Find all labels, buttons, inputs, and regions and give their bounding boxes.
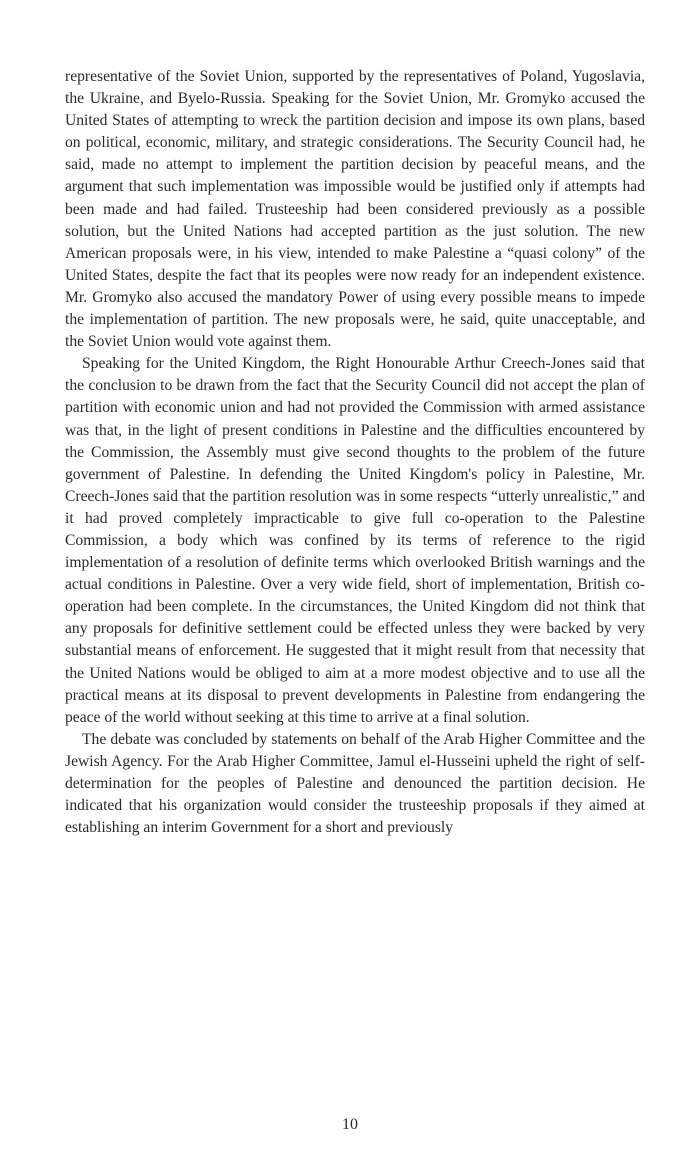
paragraph-united-kingdom: Speaking for the United Kingdom, the Right Honourable Arthur Creech-Jones said that the conclusion to be drawn from the fact that the Security Council did not accept the plan of partition with economic union and had not provided the Commission with armed assistance was that, in the light of present conditions in Palestine and the difficulties encountered by the Commission, the Assembly must give second thoughts to the problem of the future government of Palestine. In defending the United Kingdom's policy in Palestine, Mr. Creech-Jones said that the partition resolution was in some respects “utterly unrealistic,” and it had proved completely impracticable to give full co-operation to the Palestine Commission, a body which was confined by its terms of reference to the rigid implementation of a resolution of definite terms which overlooked British warnings and the actual conditions in Palestine. Over a very wide field, short of implementation, British co-operation had been complete. In the circumstances, the United Kingdom did not think that any proposals for definitive settlement could be effected unless they were backed by very substantial means of enforcement. He suggested that it might result from that necessity that the United Nations would be obliged to aim at a more modest objective and to use all the practical means at its disposal to prevent developments in Palestine from endangering the peace of the world without seeking at this time to arrive at a final solution. bbox=[65, 355, 645, 726]
paragraph-arab-higher-committee: The debate was concluded by statements on behalf of the Arab Higher Committee and the Jewish Agency. For the Arab Higher Committee, Jamul el-Husseini upheld the right of self-determination for the peoples of Palestine and denounced the partition decision. He indicated that his organization would consider the trusteeship proposals if they aimed at establishing an interim Government for a short and previously bbox=[65, 730, 645, 837]
document-body bbox=[65, 66, 645, 839]
paragraph-soviet-union: representative of the Soviet Union, supported by the representatives of Poland, Yugoslavia, the Ukraine, and Byelo-Russia. Speaking for the Soviet Union, Mr. Gromyko accused the United States of attempting to wreck the partition decision and impose its own plans, based on political, economic, military, and strategic considerations. The Security Council had, he said, made no attempt to implement the partition decision by peaceful means, and the argument that such implementation was impossible would be justified only if attempts had been made and had failed. Trusteeship had been considered previously as a possible solution, but the United Nations had accepted partition as the just solution. The new American proposals were, in his view, intended to make Palestine a “quasi colony” of the United States, despite the fact that its peoples were now ready for an independent existence. Mr. Gromyko also accused the mandatory Power of using every possible means to impede the implementation of partition. The new proposals were, he said, quite unacceptable, and the Soviet Union would vote against them. bbox=[65, 68, 645, 351]
page-number: 10 bbox=[342, 1116, 358, 1133]
